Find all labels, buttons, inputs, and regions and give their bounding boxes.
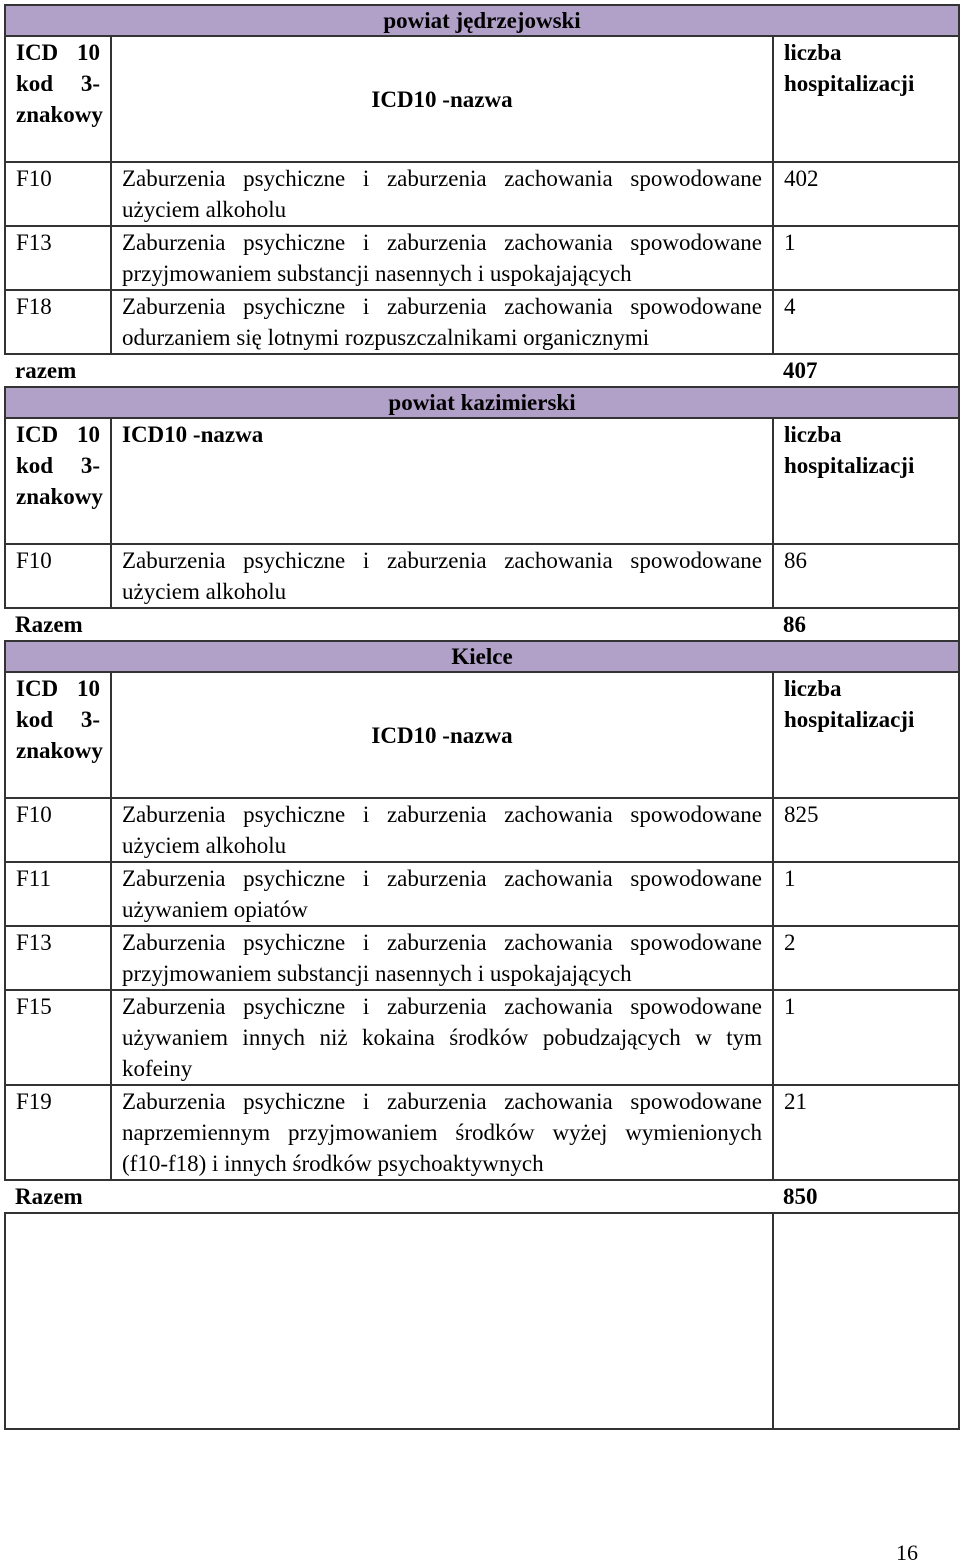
district-header-row (5, 5, 959, 36)
empty-cell (773, 1213, 959, 1429)
icd-code: F10 (5, 544, 111, 608)
empty-cell (5, 1213, 773, 1429)
icd-name: Zaburzenia psychiczne i zaburzenia zachowania spowodowane użyciem alkoholu (111, 798, 773, 862)
total-label: razem (5, 354, 773, 387)
table-row (5, 226, 959, 290)
icd-name: Zaburzenia psychiczne i zaburzenia zachowania spowodowane odurzaniem się lotnymi rozpuszczalnikami organicznymi (111, 290, 773, 354)
hospitalization-count: 4 (773, 290, 959, 354)
page-number: 16 (896, 1540, 918, 1565)
icd-name: Zaburzenia psychiczne i zaburzenia zachowania spowodowane użyciem alkoholu (111, 162, 773, 226)
icd-code: F13 (5, 926, 111, 990)
icd-name: Zaburzenia psychiczne i zaburzenia zachowania spowodowane naprzemiennym przyjmowaniem środków wyżej wymienionych (f10-f18) i innych środków psychoaktywnych (111, 1085, 773, 1180)
icd-code: F19 (5, 1085, 111, 1180)
icd-name: Zaburzenia psychiczne i zaburzenia zachowania spowodowane użyciem alkoholu (111, 544, 773, 608)
district-title: Kielce (5, 641, 959, 672)
hospitalization-count: 1 (773, 862, 959, 926)
district-title: powiat kazimierski (5, 387, 959, 418)
hospitalization-count: 1 (773, 990, 959, 1085)
column-header-row (5, 418, 959, 544)
header-name: ICD10 -nazwa (111, 672, 773, 798)
table-row (5, 162, 959, 226)
header-count: liczba hospitalizacji (773, 418, 959, 544)
column-header-row (5, 672, 959, 798)
header-count: liczba hospitalizacji (773, 672, 959, 798)
header-name: ICD10 -nazwa (111, 418, 773, 544)
icd-code: F10 (5, 162, 111, 226)
icd-code: F11 (5, 862, 111, 926)
column-header-row (5, 36, 959, 162)
total-value: 407 (773, 354, 959, 387)
total-row (5, 354, 959, 387)
header-code: ICD 10 kod 3-znakowy (5, 36, 111, 162)
table-row (5, 862, 959, 926)
hospitalization-count: 21 (773, 1085, 959, 1180)
icd-name: Zaburzenia psychiczne i zaburzenia zachowania spowodowane przyjmowaniem substancji nasennych i uspokajających (111, 226, 773, 290)
table-row (5, 926, 959, 990)
header-name: ICD10 -nazwa (111, 36, 773, 162)
table-row (5, 290, 959, 354)
hospitalization-count: 86 (773, 544, 959, 608)
document-page (4, 4, 958, 1430)
icd-name: Zaburzenia psychiczne i zaburzenia zachowania spowodowane używaniem opiatów (111, 862, 773, 926)
icd-code: F10 (5, 798, 111, 862)
header-code: ICD 10 kod 3-znakowy (5, 672, 111, 798)
district-header-row (5, 387, 959, 418)
total-label: Razem (5, 1180, 773, 1213)
hospitalization-table (4, 4, 960, 1430)
total-row (5, 608, 959, 641)
header-code: ICD 10 kod 3-znakowy (5, 418, 111, 544)
hospitalization-count: 2 (773, 926, 959, 990)
table-row (5, 544, 959, 608)
total-row (5, 1180, 959, 1213)
icd-name: Zaburzenia psychiczne i zaburzenia zachowania spowodowane przyjmowaniem substancji nasennych i uspokajających (111, 926, 773, 990)
icd-name: Zaburzenia psychiczne i zaburzenia zachowania spowodowane używaniem innych niż kokaina środków pobudzających w tym kofeiny (111, 990, 773, 1085)
table-row (5, 798, 959, 862)
hospitalization-count: 825 (773, 798, 959, 862)
header-count: liczba hospitalizacji (773, 36, 959, 162)
district-title: powiat jędrzejowski (5, 5, 959, 36)
total-label: Razem (5, 608, 773, 641)
icd-code: F15 (5, 990, 111, 1085)
total-value: 850 (773, 1180, 959, 1213)
icd-code: F18 (5, 290, 111, 354)
table-row (5, 1085, 959, 1180)
hospitalization-count: 1 (773, 226, 959, 290)
total-value: 86 (773, 608, 959, 641)
table-row (5, 990, 959, 1085)
empty-row (5, 1213, 959, 1429)
hospitalization-count: 402 (773, 162, 959, 226)
icd-code: F13 (5, 226, 111, 290)
district-header-row (5, 641, 959, 672)
